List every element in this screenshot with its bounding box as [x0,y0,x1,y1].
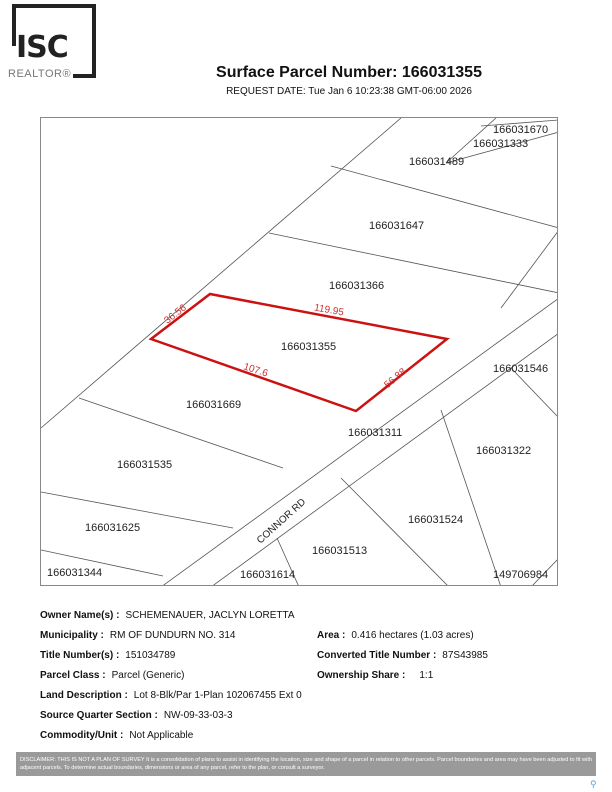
location-pin-icon: ⚲ [590,779,597,789]
parcel-label: 166031535 [117,459,173,471]
quarter-section-value: NW-09-33-03-3 [163,710,233,721]
converted-title-label: Converted Title Number : [317,650,437,661]
parcel-label: 166031670 [493,124,549,136]
parcel-label: 166031322 [476,445,532,457]
parcel-label: 166031311 [348,427,403,439]
owner-label: Owner Name(s) : [40,610,120,621]
municipality-row [40,630,235,641]
ownership-share-label: Ownership Share : [317,670,406,681]
dimension-label: 119.95 [313,302,345,319]
parcel-label: 166031546 [493,363,549,375]
parcel-map [40,117,558,586]
converted-title-row [317,650,488,661]
parcel-label: 166031647 [369,220,425,232]
parcel-label: 166031513 [312,545,368,557]
parcel-label: 166031344 [47,567,103,579]
area-value: 0.416 hectares (1.03 acres) [351,630,474,641]
title-number-label: Title Number(s) : [40,650,120,661]
commodity-value: Not Applicable [129,730,194,741]
parcel-label: 166031669 [186,399,242,411]
area-row [317,630,474,641]
municipality-label: Municipality : [40,630,104,641]
request-date: REQUEST DATE: Tue Jan 6 10:23:38 GMT-06:00 2026 [226,86,472,97]
parcel-label: 166031524 [408,514,464,526]
dimension-label: 56.88 [382,366,409,391]
area-label: Area : [317,630,346,641]
owner-row [40,610,295,621]
title-number-value: 151034789 [125,650,176,661]
dimension-label: 107.6 [241,361,270,380]
parcel-label: 166031614 [240,569,296,581]
parcel-class-value: Parcel (Generic) [111,670,185,681]
commodity-label: Commodity/Unit : [40,730,124,741]
parcel-label: 166031625 [85,522,141,534]
parcel-class-label: Parcel Class : [40,670,106,681]
land-description-row [40,690,302,701]
road-label: CONNOR RD [255,496,309,547]
ownership-share-row [317,670,433,681]
page-title: Surface Parcel Number: 166031355 [216,64,482,81]
parcel-class-row [40,670,184,681]
owner-value: SCHEMENAUER, JACLYN LORETTA [125,610,295,621]
land-description-value: Lot 8-Blk/Par 1-Plan 102067455 Ext 0 [133,690,302,701]
dimension-label: 36.56 [162,302,189,327]
logo-letters: ISC [16,30,68,65]
parcel-label: 166031366 [329,280,385,292]
logo-realtor-text: REALTOR® [8,68,72,80]
parcel-label: 166031489 [409,156,465,168]
quarter-section-label: Source Quarter Section : [40,710,158,721]
disclaimer-bar: DISCLAIMER: THIS IS NOT A PLAN OF SURVEY It is a consolidation of plans to assist in identifying the location, size and shape of a parcel in relation to other parcels. Parcel boundaries and area may have been adjusted to fit with adjacent parcels. To determine actual boundaries, dimensions or area of any parcel, refer to the plan, or consult a surveyor. [16,752,596,776]
quarter-section-row [40,710,233,721]
subject-parcel-label: 166031355 [281,341,337,353]
commodity-row [40,730,193,741]
converted-title-value: 87S43985 [442,650,488,661]
ownership-share-value: 1:1 [419,670,434,681]
land-description-label: Land Description : [40,690,128,701]
parcel-label: 166031333 [473,138,529,150]
municipality-value: RM OF DUNDURN NO. 314 [109,630,236,641]
parcel-label: 149706984 [493,569,549,581]
title-number-row [40,650,175,661]
